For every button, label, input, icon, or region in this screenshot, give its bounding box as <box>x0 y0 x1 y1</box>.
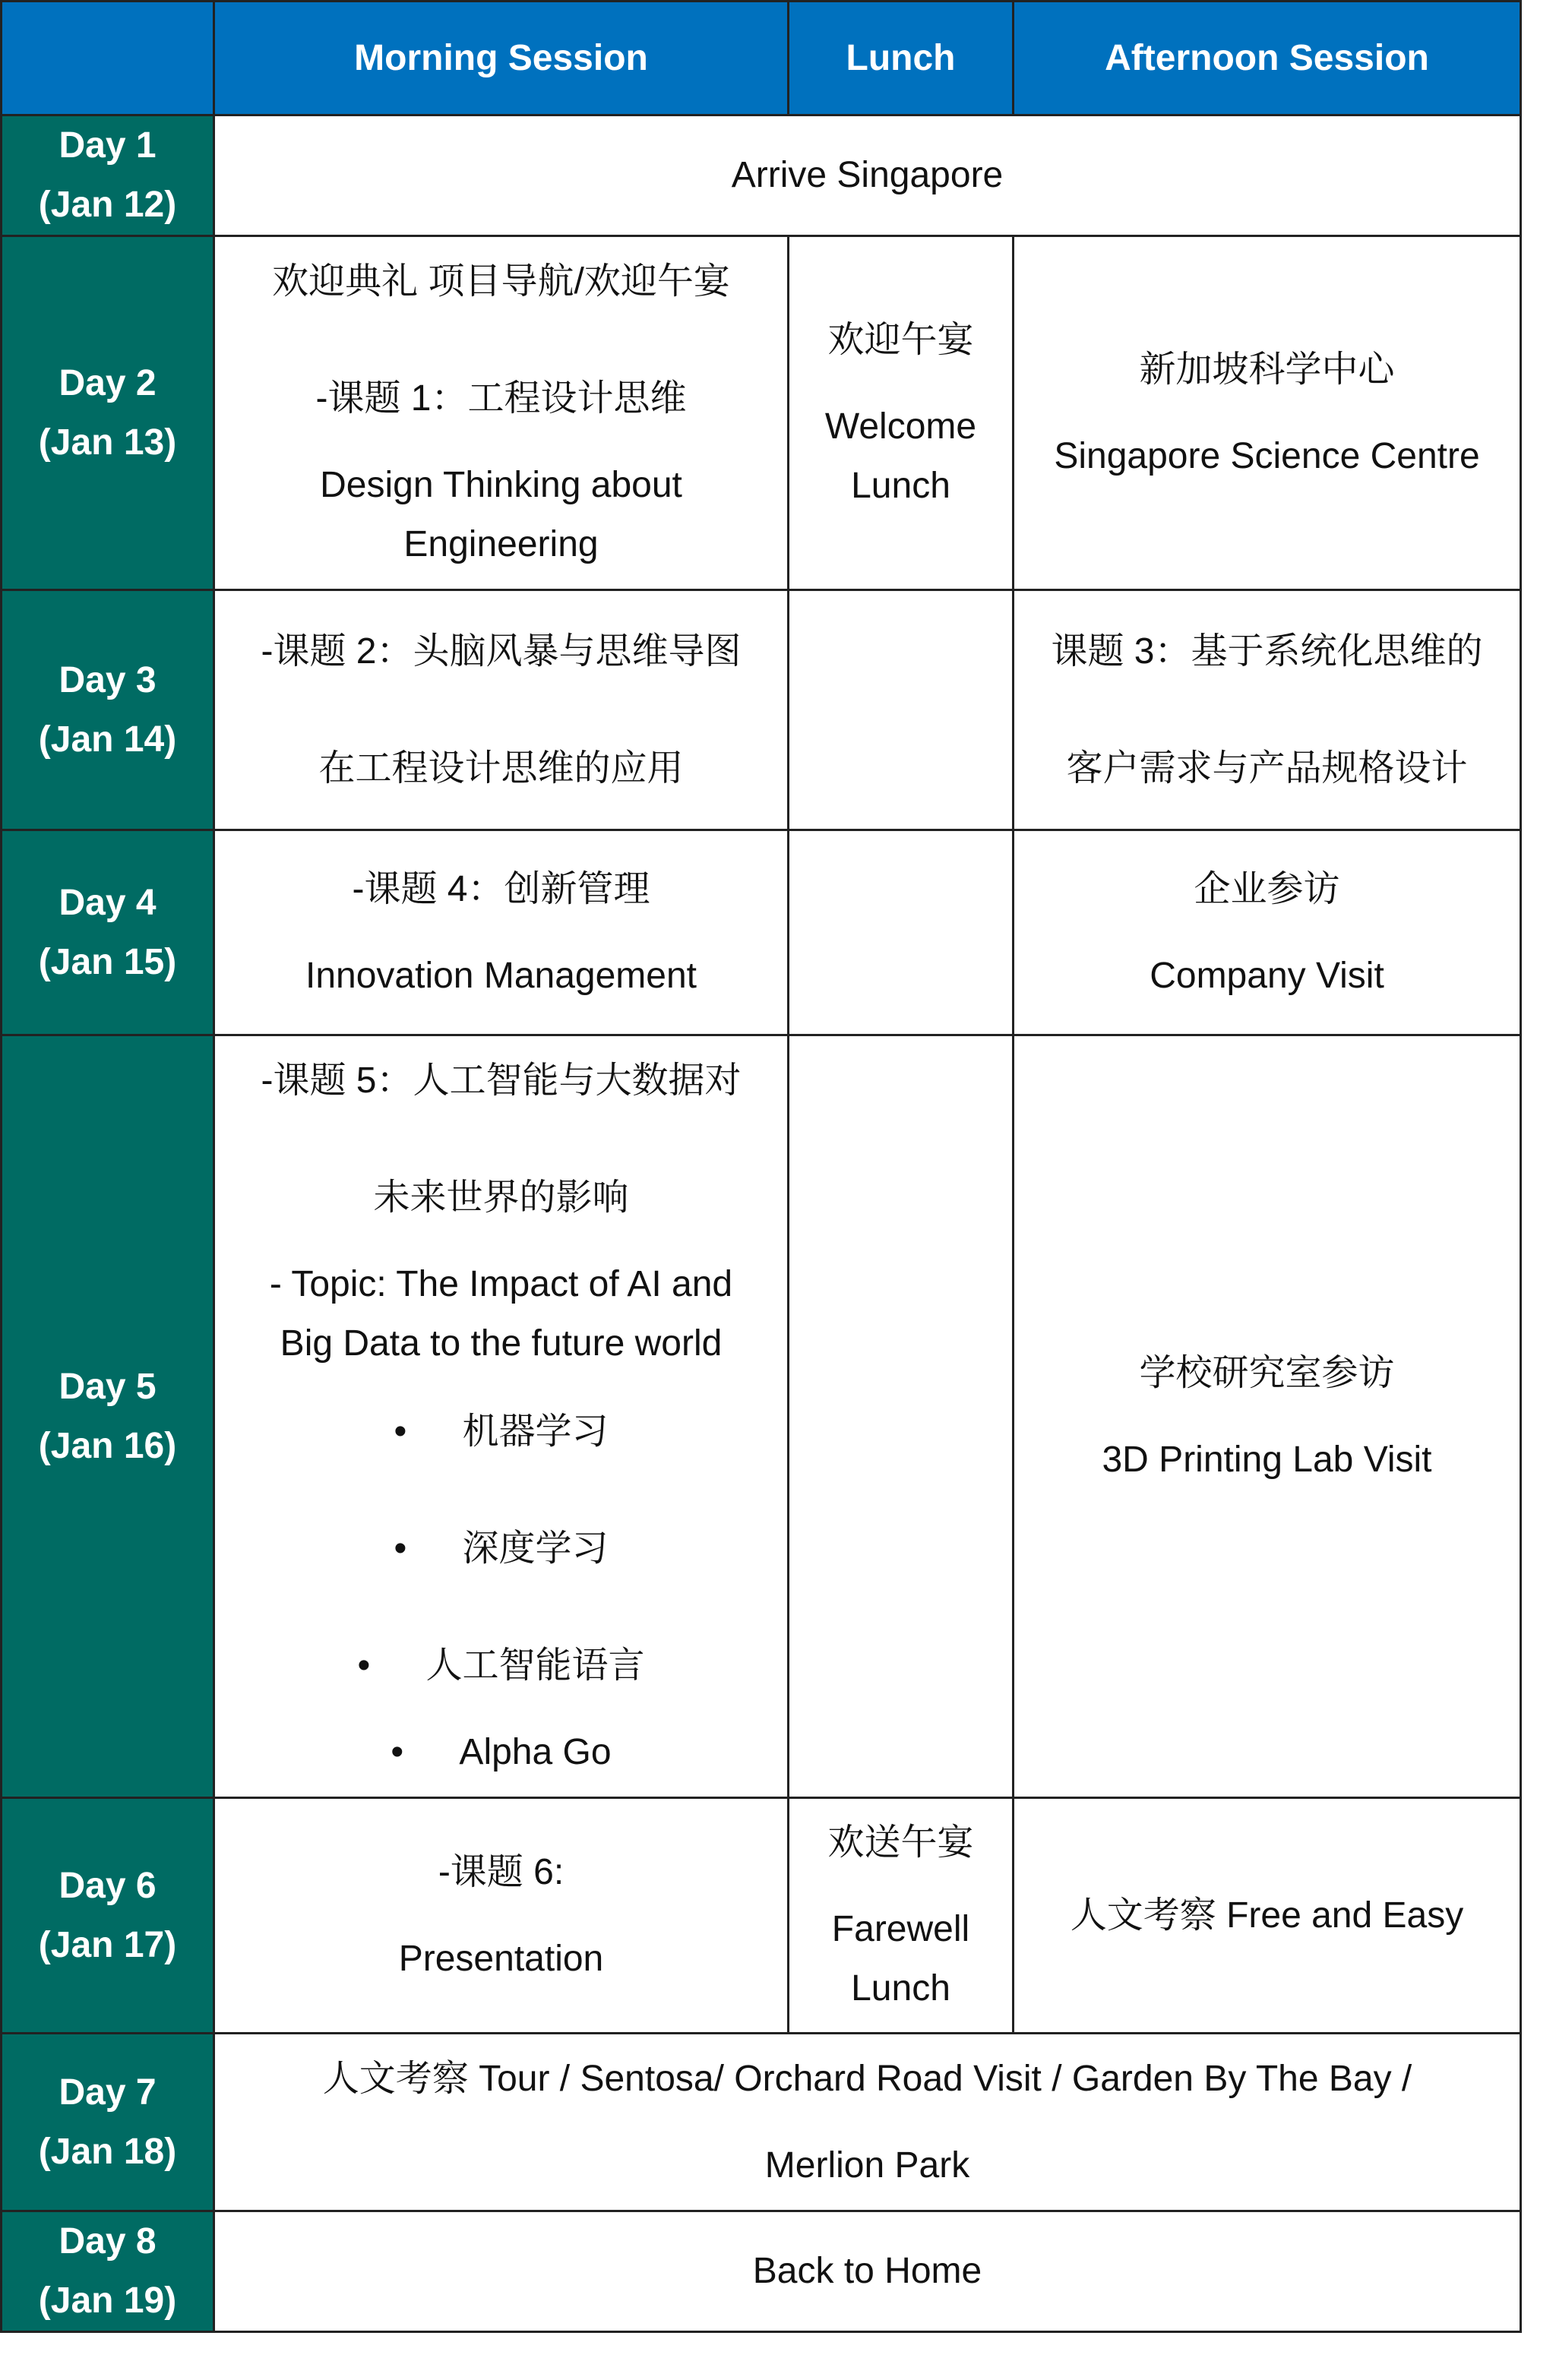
lunch-header: Lunch <box>789 2 1014 115</box>
afternoon-cell: 企业参访 Company Visit <box>1014 830 1521 1035</box>
day-label: Day 6 (Jan 17) <box>2 1798 214 2034</box>
lunch-cell: 欢迎午宴 Welcome Lunch <box>789 236 1014 590</box>
day-label: Day 4 (Jan 15) <box>2 830 214 1035</box>
day-row-3 <box>2 590 1521 830</box>
day-row-5 <box>2 1035 1521 1798</box>
afternoon-cell: 人文考察 Free and Easy <box>1014 1798 1521 2034</box>
full-day-cell: Arrive Singapore <box>214 115 1521 236</box>
morning-cell: 欢迎典礼 项目导航/欢迎午宴 -课题 1：工程设计思维 Design Thinking about Engineering <box>214 236 789 590</box>
full-day-cell: Back to Home <box>214 2211 1521 2332</box>
corner-header <box>2 2 214 115</box>
day-label: Day 8 (Jan 19) <box>2 2211 214 2332</box>
afternoon-cell: 新加坡科学中心 Singapore Science Centre <box>1014 236 1521 590</box>
day-row-4 <box>2 830 1521 1035</box>
morning-cell: -课题 4：创新管理 Innovation Management <box>214 830 789 1035</box>
bullet-item: • 深度学习 <box>394 1528 609 1569</box>
day-row-7 <box>2 2034 1521 2211</box>
header-row <box>2 2 1521 115</box>
topic-bullet-list <box>223 1402 780 1782</box>
morning-cell: -课题 2：头脑风暴与思维导图 在工程设计思维的应用 <box>214 590 789 830</box>
morning-cell: -课题 6: Presentation <box>214 1798 789 2034</box>
day-label: Day 3 (Jan 14) <box>2 590 214 830</box>
day-label: Day 1 (Jan 12) <box>2 115 214 236</box>
lunch-cell: 欢送午宴 Farewell Lunch <box>789 1798 1014 2034</box>
day-row-1 <box>2 115 1521 236</box>
afternoon-cell: 学校研究室参访 3D Printing Lab Visit <box>1014 1035 1521 1798</box>
lunch-cell <box>789 590 1014 830</box>
day-row-6 <box>2 1798 1521 2034</box>
bullet-item: • 机器学习 <box>394 1411 609 1452</box>
day-row-2 <box>2 236 1521 590</box>
lunch-cell <box>789 1035 1014 1798</box>
day-label: Day 7 (Jan 18) <box>2 2034 214 2211</box>
bullet-item: • 人工智能语言 <box>357 1645 645 1686</box>
morning-session-header: Morning Session <box>214 2 789 115</box>
bullet-item: • Alpha Go <box>391 1731 612 1772</box>
morning-cell: -课题 5：人工智能与大数据对 未来世界的影响 - Topic: The Impact of AI and Big Data to the future world • 机器学习 • 深度学习 • 人工智能语言 • Alpha Go <box>214 1035 789 1798</box>
afternoon-session-header: Afternoon Session <box>1014 2 1521 115</box>
full-day-cell: 人文考察 Tour / Sentosa/ Orchard Road Visit / Garden By The Bay / Merlion Park <box>214 2034 1521 2211</box>
afternoon-cell: 课题 3：基于系统化思维的 客户需求与产品规格设计 <box>1014 590 1521 830</box>
lunch-cell <box>789 830 1014 1035</box>
day-label: Day 5 (Jan 16) <box>2 1035 214 1798</box>
day-row-8 <box>2 2211 1521 2332</box>
day-label: Day 2 (Jan 13) <box>2 236 214 590</box>
